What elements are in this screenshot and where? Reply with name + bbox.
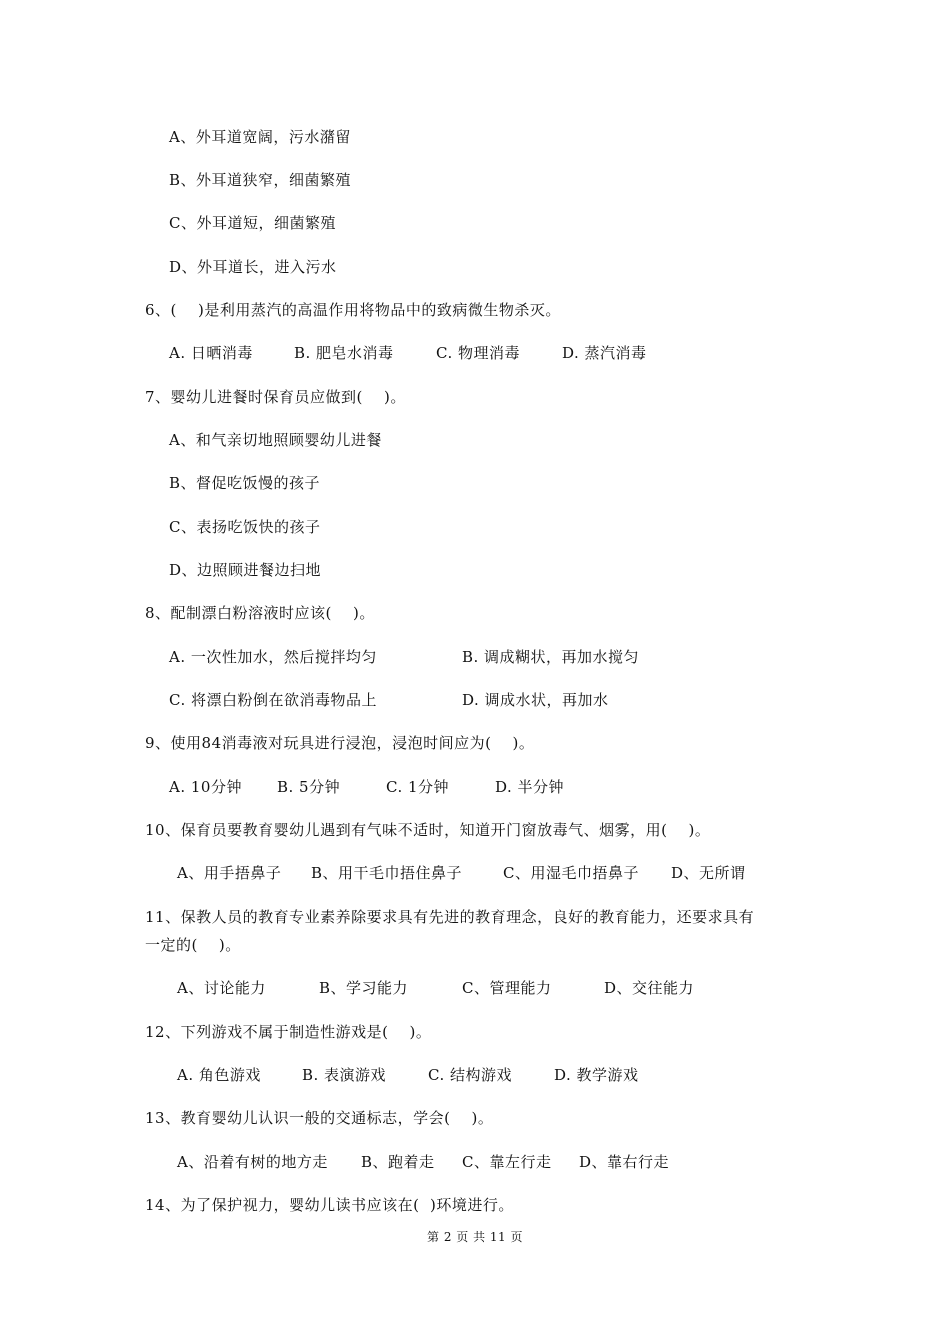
q10-option-b: B、用干毛巾捂住鼻子 xyxy=(311,864,463,882)
q10-option-a: A、用手捂鼻子 xyxy=(177,864,282,882)
q11-stem-line2: 一定的( )。 xyxy=(145,936,241,954)
q6-stem: 6、( )是利用蒸汽的高温作用将物品中的致病微生物杀灭。 xyxy=(145,301,561,319)
q10-stem: 10、保育员要教育婴幼儿遇到有气味不适时，知道开门窗放毒气、烟雾，用( )。 xyxy=(145,821,711,839)
q5-option-d: D、外耳道长，进入污水 xyxy=(169,258,337,276)
q8-option-c: C. 将漂白粉倒在欲消毒物品上 xyxy=(169,691,377,709)
q7-option-b: B、督促吃饭慢的孩子 xyxy=(169,474,321,492)
q9-option-a: A. 10分钟 xyxy=(169,778,242,796)
q7-option-d: D、边照顾进餐边扫地 xyxy=(169,561,322,579)
q9-option-c: C. 1分钟 xyxy=(386,778,450,796)
q12-option-c: C. 结构游戏 xyxy=(428,1066,512,1084)
q6-option-d: D. 蒸汽消毒 xyxy=(562,344,647,362)
q5-option-b: B、外耳道狭窄，细菌繁殖 xyxy=(169,171,352,189)
q10-option-d: D、无所谓 xyxy=(671,864,746,882)
q7-option-a: A、和气亲切地照顾婴幼儿进餐 xyxy=(169,431,382,449)
q6-option-b: B. 肥皂水消毒 xyxy=(294,344,394,362)
q5-option-a: A、外耳道宽阔，污水潴留 xyxy=(169,128,351,146)
q13-option-a: A、沿着有树的地方走 xyxy=(177,1153,328,1171)
q13-option-c: C、靠左行走 xyxy=(462,1153,552,1171)
q8-stem: 8、配制漂白粉溶液时应该( )。 xyxy=(145,604,375,622)
q7-stem: 7、婴幼儿进餐时保育员应做到( )。 xyxy=(145,388,406,406)
q13-option-d: D、靠右行走 xyxy=(579,1153,670,1171)
q12-option-d: D. 教学游戏 xyxy=(554,1066,639,1084)
q13-stem: 13、教育婴幼儿认识一般的交通标志，学会( )。 xyxy=(145,1109,494,1127)
q8-option-b: B. 调成糊状，再加水搅匀 xyxy=(462,648,640,666)
q12-stem: 12、下列游戏不属于制造性游戏是( )。 xyxy=(145,1023,432,1041)
q14-stem: 14、为了保护视力，婴幼儿读书应该在( )环境进行。 xyxy=(145,1196,514,1214)
q11-option-a: A、讨论能力 xyxy=(177,979,266,997)
q12-option-b: B. 表演游戏 xyxy=(302,1066,387,1084)
q11-option-b: B、学习能力 xyxy=(319,979,409,997)
q9-stem: 9、使用84消毒液对玩具进行浸泡，浸泡时间应为( )。 xyxy=(145,734,535,752)
q7-option-c: C、表扬吃饭快的孩子 xyxy=(169,518,321,536)
q13-option-b: B、跑着走 xyxy=(361,1153,435,1171)
q8-option-a: A. 一次性加水，然后搅拌均匀 xyxy=(169,648,377,666)
q8-option-d: D. 调成水状，再加水 xyxy=(462,691,609,709)
q9-option-b: B. 5分钟 xyxy=(277,778,341,796)
q6-option-a: A. 日晒消毒 xyxy=(169,344,253,362)
q6-option-c: C. 物理消毒 xyxy=(436,344,520,362)
q5-option-c: C、外耳道短，细菌繁殖 xyxy=(169,214,336,232)
q11-option-d: D、交往能力 xyxy=(604,979,695,997)
q9-option-d: D. 半分钟 xyxy=(495,778,565,796)
q10-option-c: C、用湿毛巾捂鼻子 xyxy=(503,864,639,882)
q11-option-c: C、管理能力 xyxy=(462,979,552,997)
q12-option-a: A. 角色游戏 xyxy=(177,1066,261,1084)
q11-stem-line1: 11、保教人员的教育专业素养除要求具有先进的教育理念，良好的教育能力，还要求具有 xyxy=(145,908,755,926)
page-number-footer: 第 2 页 共 11 页 xyxy=(427,1230,523,1244)
